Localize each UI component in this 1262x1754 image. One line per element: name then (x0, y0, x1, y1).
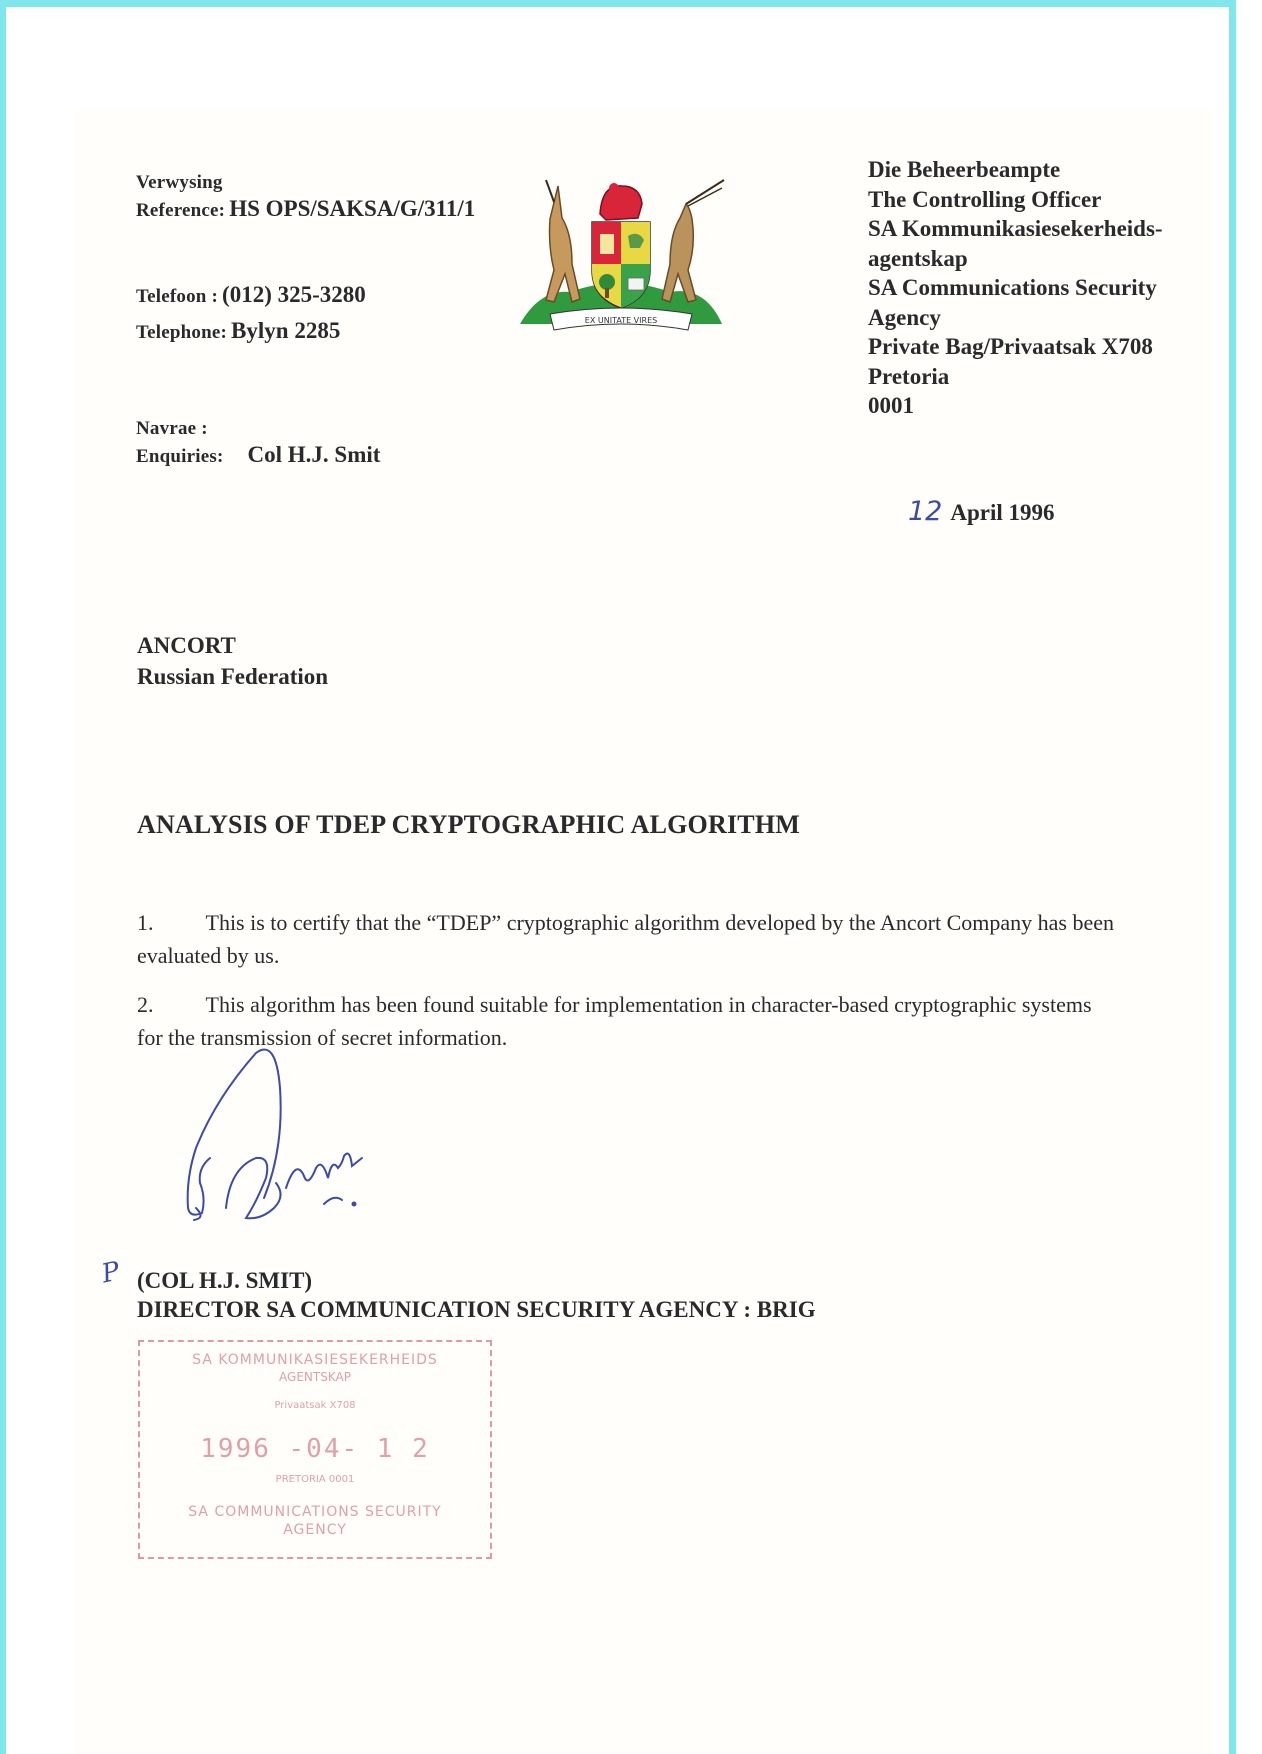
official-date-stamp (138, 1340, 492, 1559)
stamp-date: 1996 -04- 1 2 (200, 1434, 430, 1464)
stamp-line: AGENCY (283, 1522, 347, 1538)
paragraph-number: 1. (137, 910, 154, 935)
telephone-label-en: Telephone: (136, 322, 228, 343)
signatory-title: DIRECTOR SA COMMUNICATION SECURITY AGENCY : BRIG (137, 1297, 816, 1322)
paragraph-text: This algorithm has been found suitable for implementation in character-based cryptographic systems for the transmission of secret information. (137, 992, 1092, 1050)
screen-frame-left (0, 0, 6, 1754)
stamp-line: SA COMMUNICATIONS SECURITY (188, 1504, 442, 1520)
enquiries-value: Col H.J. Smit (247, 442, 381, 467)
telephone-label-af: Telefoon : (136, 286, 219, 307)
address-line: Agency (868, 304, 941, 330)
paragraph-1 (137, 906, 1157, 972)
recipient-block (137, 630, 328, 692)
letter-date (908, 496, 1055, 527)
address-line: Private Bag/Privaatsak X708 (868, 334, 1153, 359)
paragraph-number: 2. (137, 992, 154, 1017)
letter-page (74, 108, 1214, 1754)
stamp-line: SA KOMMUNIKASIESEKERHEIDS (192, 1352, 438, 1368)
enquiries-row (136, 442, 380, 468)
extension-value: Bylyn 2285 (231, 318, 341, 343)
screen-frame-right (1229, 0, 1236, 1754)
document-title: ANALYSIS OF TDEP CRYPTOGRAPHIC ALGORITHM (137, 810, 800, 839)
address-line: agentskap (868, 245, 968, 271)
reference-row (136, 196, 475, 222)
stamp-line: Privaatsak X708 (274, 1400, 356, 1411)
address-line: SA Communications Security (868, 275, 1157, 300)
enquiries-label-af: Navrae : (136, 418, 208, 439)
address-line: Pretoria (868, 363, 950, 389)
handwritten-signature (146, 1008, 446, 1268)
address-line: Die Beheerbeampte (868, 157, 1061, 182)
address-line: The Controlling Officer (868, 186, 1102, 212)
enquiries-label-en: Enquiries: (136, 446, 224, 467)
stamp-line: PRETORIA 0001 (275, 1474, 355, 1485)
telephone-row-af (136, 282, 366, 308)
reference-label-af: Verwysing (136, 172, 223, 193)
telephone-value: (012) 325-3280 (222, 282, 366, 307)
sender-address (868, 155, 1163, 421)
paragraph-text: This is to certify that the “TDEP” cryptographic algorithm developed by the Ancort Company has been evaluated by us. (137, 910, 1114, 968)
recipient-name: ANCORT (137, 633, 236, 658)
stamp-line: AGENTSKAP (279, 1370, 351, 1384)
reference-value: HS OPS/SAKSA/G/311/1 (229, 196, 476, 221)
signatory-name: (COL H.J. SMIT) (137, 1268, 313, 1293)
address-line: SA Kommunikasiesekerheids- (868, 216, 1163, 241)
date-month-year: April 1996 (950, 500, 1055, 525)
recipient-country: Russian Federation (137, 664, 329, 689)
telephone-row-en (136, 318, 340, 344)
coat-of-arms-motto: EX UNITATE VIRES (584, 316, 658, 325)
signatory-block (137, 1266, 816, 1324)
coat-of-arms-icon (510, 174, 732, 344)
address-line: 0001 (868, 393, 914, 418)
screen-frame-top (0, 0, 1236, 7)
date-day-handwritten: 12 (908, 496, 943, 527)
handwritten-initials: P (99, 1256, 123, 1290)
reference-label-en: Reference: (136, 200, 226, 221)
